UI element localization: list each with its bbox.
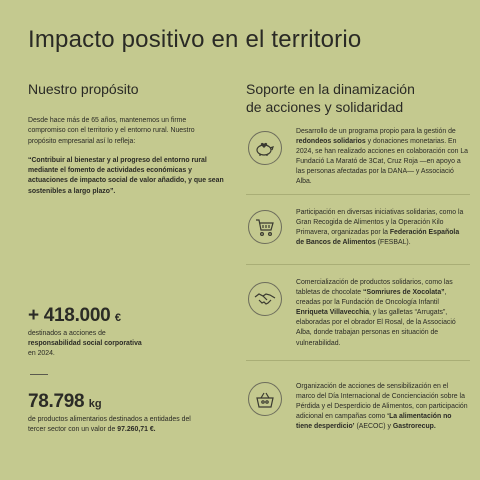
support-item-rounding-text	[296, 127, 468, 188]
stat-csr-description	[28, 329, 228, 358]
item-text-bold: Federación Española de Bancos de Alimentos	[296, 229, 460, 247]
item-text-bold: “Somriures de Xocolata”	[363, 289, 445, 297]
support-heading	[246, 80, 466, 116]
purpose-intro: Desde hace más de 65 años, mantenemos un firme compromiso con el territorio y el entorno rural. Nuestro propósito empresarial así lo refleja:	[28, 117, 195, 145]
item-text-part: Organización de acciones de sensibilización en el marco del Día Internacional de Concienciación sobre la Pérdida y el Desperdicio de Alimentos, con participación adicional en campañas como	[296, 383, 468, 421]
stat-food-description	[28, 415, 203, 435]
purpose-section	[28, 80, 228, 197]
item-separator	[246, 194, 470, 195]
stat-food-text-bold: 97.260,71 €.	[117, 425, 156, 433]
stat-csr-text-a: destinados a acciones de	[28, 330, 106, 337]
page-title: Impacto positivo en el territorio	[28, 26, 362, 53]
item-text-bold: redondeos solidarios	[296, 138, 366, 146]
support-item-solidarity-products-text	[296, 278, 468, 349]
stat-food-text-a: de productos alimentarios destinados a entidades del tercer sector con un valor de	[28, 416, 191, 433]
stat-food-donation	[28, 391, 228, 435]
item-text-part: (AECOC) y	[354, 423, 393, 431]
item-text-bold: Enriqueta Villavecchia	[296, 309, 370, 317]
shopping-cart-icon	[248, 210, 282, 244]
item-text-part: , creadas por la Fundación de Oncología Infantil	[296, 289, 447, 307]
item-text-part: y donaciones monetarias. En 2024, se han realizado acciones en colaboración con La Fundació La Marató de 3Cat, Cruz Roja —en apoyo a las personas afectadas por la DANA— y Associació Alba.	[296, 138, 469, 186]
support-item-awareness-text	[296, 382, 468, 432]
support-heading-line2: de acciones y solidaridad	[246, 99, 404, 115]
support-section	[246, 80, 466, 116]
item-text-bold: Gastrorecup.	[392, 423, 436, 431]
stat-csr-text-bold: responsabilidad social corporativa	[28, 339, 142, 347]
stat-csr-text-c: en 2024.	[28, 349, 55, 357]
item-text-part: Participación en diversas iniciativas solidarias, como la Gran Recogida de Alimentos y la Operación Kilo Primavera, organizadas por la	[296, 209, 464, 237]
stat-csr-investment	[28, 305, 228, 358]
item-separator	[246, 360, 470, 361]
item-text-part: , y las galletas “Arrugats”, elaboradas por el obrador El Rosal, de la Associació Alba, donde trabajan personas en situación de vulnerabilidad.	[296, 309, 456, 347]
stat-divider	[30, 374, 48, 375]
support-heading-line1: Soporte en la dinamización	[246, 81, 415, 97]
piggy-bank-heart-icon	[248, 131, 282, 165]
item-separator	[246, 264, 470, 265]
item-text-bold: ‘La alimentación no tiene desperdicio’	[296, 413, 452, 431]
item-text-part: (FESBAL).	[375, 239, 411, 247]
item-text-part: Desarrollo de un programa propio para la gestión de	[296, 128, 456, 135]
food-basket-icon	[248, 382, 282, 416]
stat-csr-value: + 418.000	[28, 305, 111, 326]
handshake-icon	[248, 282, 282, 316]
support-item-food-bank-text	[296, 208, 468, 248]
item-text-part: Comercialización de productos solidarios, como las tabletas de chocolate	[296, 279, 453, 297]
purpose-quote: “Contribuir al bienestar y al progreso del entorno rural mediante el fomento de actividades económicas y actuaciones de impacto social de valor añadido, y que sean sostenibles a largo plazo”.	[28, 156, 224, 195]
purpose-heading: Nuestro propósito	[28, 81, 139, 97]
stat-food-unit: kg	[88, 398, 102, 410]
stat-food-value: 78.798	[28, 391, 85, 412]
stat-csr-unit: €	[114, 312, 121, 324]
